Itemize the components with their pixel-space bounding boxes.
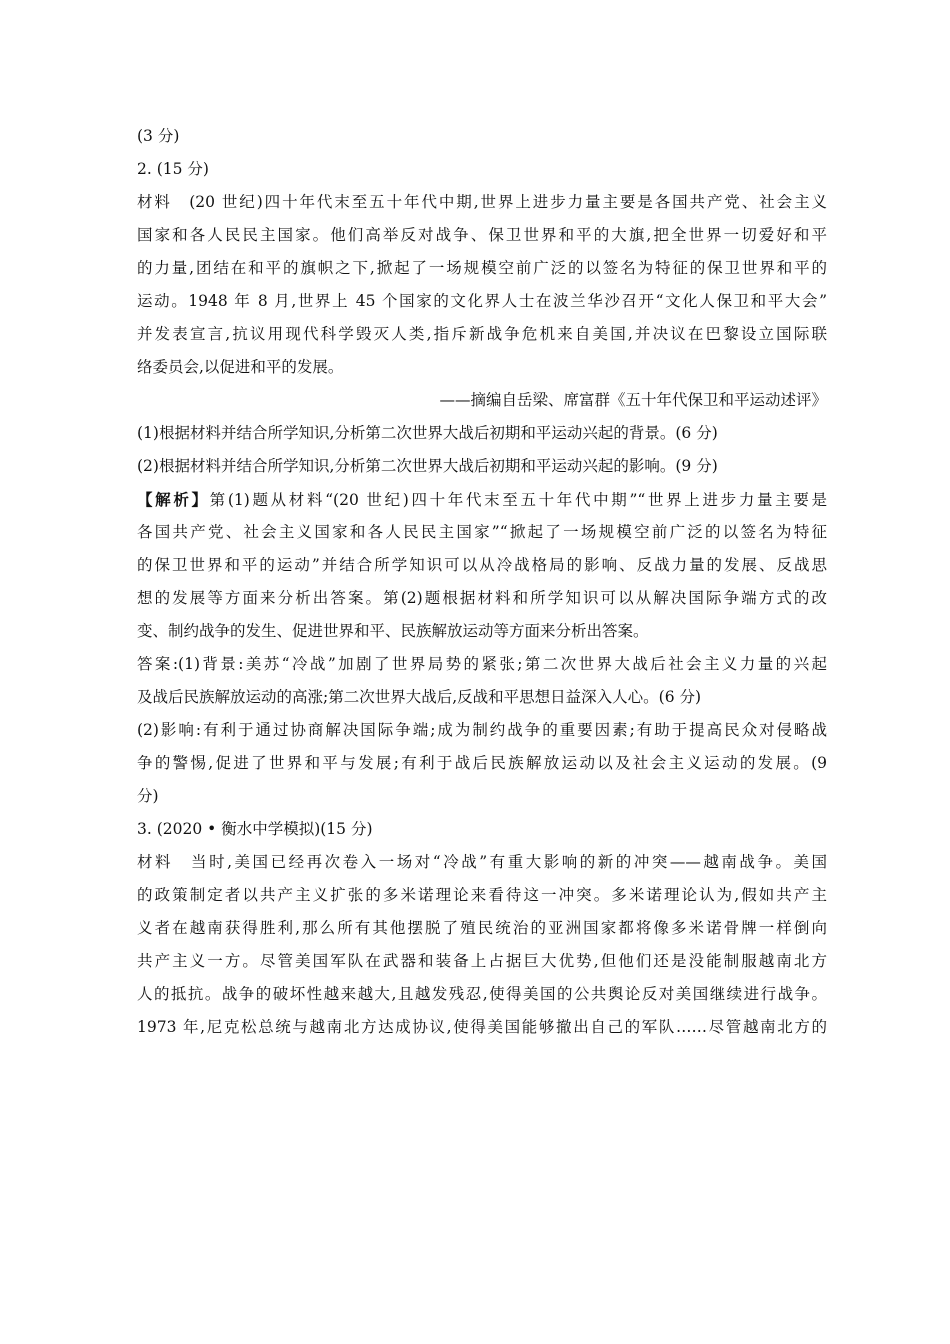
question-2-block: [137, 120, 827, 1044]
material-line: 的力量,团结在和平的旗帜之下,掀起了一场规模空前广泛的以签名为特征的保卫世界和平的: [137, 259, 827, 277]
material-line: 国家和各人民民主国家。他们高举反对战争、保卫世界和平的大旗,把全世界一切爱好和平: [137, 226, 827, 244]
sub-question-2: (2)根据材料并结合所学知识,分析第二次世界大战后初期和平运动兴起的影响。(9 分): [137, 457, 718, 475]
answer-line: 争的警惕,促进了世界和平与发展;有利于战后民族解放运动以及社会主义运动的发展。(9: [137, 754, 827, 772]
analysis-label: 【解析】: [137, 490, 210, 509]
answer-line: 及战后民族解放运动的高涨;第二次世界大战后,反战和平思想日益深入人心。(6 分): [137, 688, 702, 706]
material-line: 材料 当时,美国已经再次卷入一场对“冷战”有重大影响的新的冲突——越南战争。美国: [137, 853, 827, 871]
material-line: 并发表宣言,抗议用现代科学毁灭人类,指斥新战争危机来自美国,并决议在巴黎设立国际联: [137, 325, 827, 343]
question-3-heading: 3. (2020 • 衡水中学模拟)(15 分): [137, 820, 373, 838]
question-2-heading: 2. (15 分): [137, 160, 209, 178]
score-note: (3 分): [137, 127, 180, 145]
source-citation: ——摘编自岳梁、席富群《五十年代保卫和平运动述评》: [439, 391, 827, 409]
material-line: 义者在越南获得胜利,那么所有其他摆脱了殖民统治的亚洲国家都将像多米诺骨牌一样倒向: [137, 919, 827, 937]
material-line: 的政策制定者以共产主义扩张的多米诺理论来看待这一冲突。多米诺理论认为,假如共产主: [137, 886, 827, 904]
analysis-line: 各国共产党、社会主义国家和各人民民主国家”“掀起了一场规模空前广泛的以签名为特征: [137, 523, 827, 541]
answer-line: 答案:(1)背景:美苏“冷战”加剧了世界局势的紧张;第二次世界大战后社会主义力量的兴起: [137, 655, 827, 673]
analysis-line: [137, 483, 827, 516]
analysis-line: 变、制约战争的发生、促进世界和平、民族解放运动等方面来分析出答案。: [137, 622, 649, 640]
material-line: 人的抵抗。战争的破坏性越来越大,且越发残忍,使得美国的公共舆论反对美国继续进行战争。: [137, 985, 827, 1003]
material-line: 运动。1948 年 8 月,世界上 45 个国家的文化界人士在波兰华沙召开“文化人保卫和平大会”: [137, 292, 827, 310]
material-line: 共产主义一方。尽管美国军队在武器和装备上占据巨大优势,但他们还是没能制服越南北方: [137, 952, 827, 970]
analysis-line: 想的发展等方面来分析出答案。第(2)题根据材料和所学知识可以从解决国际争端方式的改: [137, 589, 827, 607]
answer-line: (2)影响:有利于通过协商解决国际争端;成为制约战争的重要因素;有助于提高民众对侵略战: [137, 721, 827, 739]
material-line: 材料 (20 世纪)四十年代末至五十年代中期,世界上进步力量主要是各国共产党、社会主义: [137, 193, 827, 211]
answer-line: 分): [137, 787, 159, 805]
analysis-line: 的保卫世界和平的运动”并结合所学知识可以从冷战格局的影响、反战力量的发展、反战思: [137, 556, 827, 574]
sub-question-1: (1)根据材料并结合所学知识,分析第二次世界大战后初期和平运动兴起的背景。(6 分): [137, 424, 718, 442]
analysis-text: 第(1)题从材料“(20 世纪)四十年代末至五十年代中期”“世界上进步力量主要是: [209, 491, 827, 509]
material-line: 络委员会,以促进和平的发展。: [137, 358, 344, 376]
material-line: 1973 年,尼克松总统与越南北方达成协议,使得美国能够撤出自己的军队……尽管越南北方的: [137, 1018, 827, 1036]
